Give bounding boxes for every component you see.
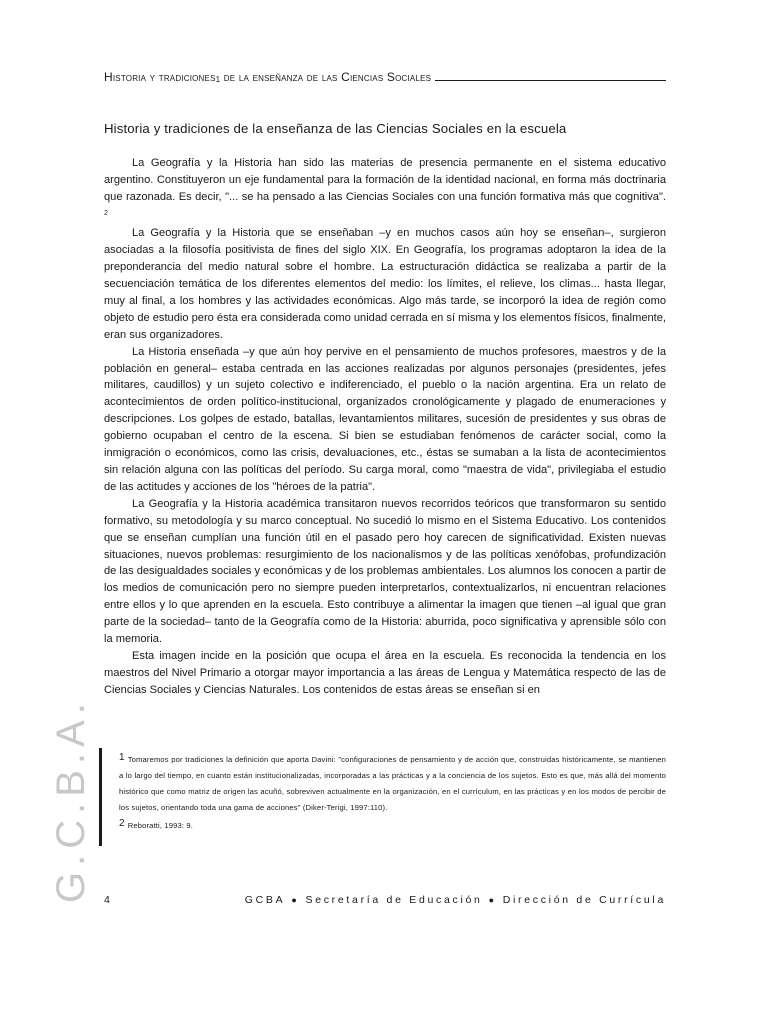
paragraph-5: Esta imagen incide en la posición que ocupa el área en la escuela. Es reconocida la tendencia en los maestros del Nivel Primario a otorgar mayor importancia a las áreas de Lengua y Matemática respecto de las de Ciencias Sociales y Ciencias Naturales. Los contenidos de estas áreas se enseñan si en bbox=[104, 649, 666, 696]
gcba-side-watermark: G.C.B.A. bbox=[49, 697, 93, 903]
page-number: 4 bbox=[104, 894, 110, 906]
paragraph-4: La Geografía y la Historia académica transitaron nuevos recorridos teóricos que transformaron su sentido formativo, su metodología y su marco conceptual. No sucedió lo mismo en el Sistema Educativo. Los contenidos que se enseñan cumplían una función útil en el pasado pero hoy carecen de significatividad. Existen nuevas situaciones, nuevos problemas: resurgimiento de los nacionalismos y de las políticas xenófobas, profundización de las desigualdades sociales y económicas y de los problemas ambientales. Los alumnos los conocen a partir de los medios de comunicación pero no siempre pueden interpretarlos, contextualizarlos, ni encuentran relaciones entre ellos y lo que aprenden en la escuela. Esto contribuye a alimentar la imagen que tienen –al igual que gran parte de la sociedad– tanto de la Geografía como de la Historia: aburrida, poco significativa y aprensible sólo con la memoria. bbox=[104, 497, 666, 646]
running-header bbox=[104, 68, 666, 84]
bullet-icon: ● bbox=[291, 895, 300, 905]
body-text bbox=[104, 155, 666, 699]
paragraph-1-text: La Geografía y la Historia han sido las materias de presencia permanente en el sistema educativo argentino. Constituyeron un eje fundamental para la formación de la identidad nacional, en forma más doctrinaria que razonada. Es decir, "... se ha pensado a las Ciencias Sociales con una función formativa más que cognitiva". bbox=[104, 157, 666, 203]
footnote-1-number: 1 bbox=[119, 752, 125, 763]
footnote-2 bbox=[119, 816, 666, 834]
running-header-title-rest: de la enseñanza de las Ciencias Sociales bbox=[220, 70, 432, 84]
footnote-ref-1[interactable]: 1 bbox=[215, 75, 221, 84]
footnote-2-text: Reboratti, 1993: 9. bbox=[127, 820, 194, 830]
bullet-icon: ● bbox=[488, 895, 497, 905]
header-rule bbox=[435, 80, 666, 81]
footnote-bar bbox=[99, 748, 102, 846]
page-footer bbox=[245, 894, 666, 906]
footer-direccion: Dirección de Currícula bbox=[502, 894, 666, 906]
footnote-ref-2[interactable]: 2 bbox=[104, 209, 108, 217]
footnote-2-number: 2 bbox=[119, 817, 125, 829]
paragraph-1 bbox=[104, 155, 666, 225]
running-header-title: Historia y tradiciones bbox=[104, 70, 216, 84]
section-title: Historia y tradiciones de la enseñanza de las Ciencias Sociales en la escuela bbox=[104, 121, 567, 136]
footnotes bbox=[119, 750, 666, 834]
paragraph-2: La Geografía y la Historia que se enseñaban –y en muchos casos aún hoy se enseñan–, surgieron asociadas a la filosofía positivista de fines del siglo XIX. En Geografía, los programas adoptaron la idea de la preponderancia del medio natural sobre el hombre. La estructuración didáctica se realizaba a partir de la secuenciación temática de los diferentes elementos del medio: los límites, el relieve, los climas... hasta llegar, muy al final, a los hombres y las actividades económicas. Algo más tarde, se incorporó la idea de región como objeto de estudio pero ésta era considerada como unidad cerrada en sí misma y los elementos físicos, finalmente, eran sus organizadores. bbox=[104, 227, 666, 341]
footnote-1 bbox=[119, 750, 666, 816]
paragraph-3: La Historia enseñada –y que aún hoy pervive en el pensamiento de muchos profesores, maestros y de la población en general– estaba centrada en las acciones realizadas por algunos personajes (presidentes, jefes militares, caudillos) y un sujeto colectivo e indiferenciado, el pueblo o la nación argentina. Era un relato de acontecimientos de orden político-institucional, organizados cronológicamente y plagado de enumeraciones y descripciones. Los golpes de estado, batallas, levantamientos militares, sucesión de presidentes y sus obras de gobierno ocupaban el centro de la escena. Si bien se estudiaban fenómenos de carácter social, como la inmigración o económicos, como las crisis, devaluaciones, etc., éstas se sumaban a la lista de acontecimientos sin relación alguna con las políticas del período. Su carga moral, como "maestra de vida", privilegiaba el estudio de las actitudes y acciones de los "héroes de la patria". bbox=[104, 345, 666, 493]
footnote-1-text: Tomaremos por tradiciones la definición que aporta Davini: "configuraciones de pensamiento y de acción que, construidas históricamente, se mantienen a lo largo del tiempo, en cuanto están institucionalizadas, incorporadas a las prácticas y a la conciencia de los sujetos. Esto es que, más allá del momento histórico que como matriz de origen las acuñó, sobreviven actualmente en la organización, en el currículum, en las prácticas y en los modos de percibir de los sujetos, orientando toda una gama de acciones" (Diker-Terigi, 1997:110). bbox=[119, 755, 666, 812]
footer-org: GCBA bbox=[244, 894, 286, 906]
footer-secretaria: Secretaría de Educación bbox=[305, 894, 483, 906]
